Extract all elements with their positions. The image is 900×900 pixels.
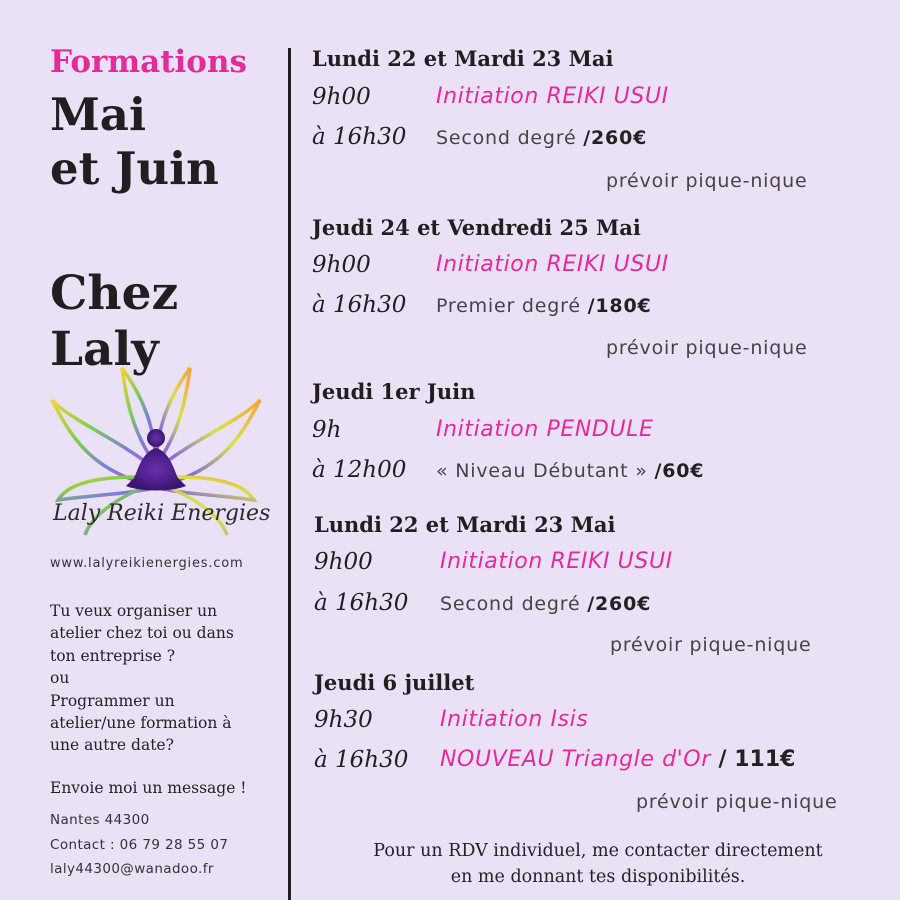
event-name-new: NOUVEAU Triangle d'Or bbox=[440, 747, 711, 772]
footer-line-1: Pour un RDV individuel, me contacter directement bbox=[373, 841, 823, 861]
event-price: /260€ bbox=[583, 127, 648, 149]
event-note: prévoir pique-nique bbox=[606, 170, 808, 192]
invitation-message bbox=[50, 600, 280, 757]
event-name: Initiation REIKI USUI bbox=[436, 84, 669, 109]
event-name: Initiation PENDULE bbox=[436, 417, 654, 442]
event-title: Jeudi 6 juillet bbox=[314, 670, 475, 695]
formations-label: Formations bbox=[50, 44, 247, 80]
message-line: ou bbox=[50, 669, 70, 688]
title-line-2: et Juin bbox=[50, 142, 219, 195]
event-title: Lundi 22 et Mardi 23 Mai bbox=[312, 46, 614, 71]
brand-name: Laly Reiki Energies bbox=[53, 501, 271, 526]
chez-line-2: Laly bbox=[50, 322, 159, 377]
chez-line-1: Chez bbox=[50, 266, 179, 321]
event-price: /60€ bbox=[654, 460, 705, 482]
title-line-1: Mai bbox=[50, 88, 147, 141]
event-level: Premier degré bbox=[436, 295, 588, 317]
event-note: prévoir pique-nique bbox=[606, 337, 808, 359]
event-price: / 111€ bbox=[710, 747, 796, 772]
message-line: atelier/une formation à bbox=[50, 714, 232, 733]
event-subtitle bbox=[436, 127, 647, 149]
event-level: « Niveau Débutant » bbox=[436, 460, 655, 482]
event-price: /260€ bbox=[587, 593, 652, 615]
event-name: Initiation Isis bbox=[440, 707, 589, 732]
message-line: Programmer un bbox=[50, 691, 175, 710]
send-message-prompt: Envoie moi un message ! bbox=[50, 779, 247, 797]
event-title: Jeudi 1er Juin bbox=[312, 379, 476, 404]
event-note: prévoir pique-nique bbox=[610, 634, 812, 656]
phone-contact[interactable]: Contact : 06 79 28 55 07 bbox=[50, 837, 229, 853]
email-contact[interactable]: laly44300@wanadoo.fr bbox=[50, 861, 214, 877]
event-time-start: 9h bbox=[312, 417, 342, 443]
message-line: ton entreprise ? bbox=[50, 646, 176, 665]
event-name: Initiation REIKI USUI bbox=[440, 549, 673, 574]
event-time-start: 9h00 bbox=[312, 84, 371, 110]
event-time-start: 9h00 bbox=[314, 549, 373, 575]
message-line: Tu veux organiser un bbox=[50, 602, 218, 620]
event-level: Second degré bbox=[440, 593, 588, 615]
event-subtitle bbox=[436, 460, 704, 482]
event-time-end: à 12h00 bbox=[312, 457, 407, 483]
city: Nantes 44300 bbox=[50, 812, 150, 828]
event-time-start: 9h30 bbox=[314, 707, 373, 733]
event-title: Jeudi 24 et Vendredi 25 Mai bbox=[312, 215, 641, 240]
event-time-end: à 16h30 bbox=[312, 292, 407, 318]
event-name: Initiation REIKI USUI bbox=[436, 252, 669, 277]
event-time-end: à 16h30 bbox=[312, 124, 407, 150]
event-time-end: à 16h30 bbox=[314, 747, 409, 773]
page-title bbox=[50, 88, 219, 196]
event-time-end: à 16h30 bbox=[314, 590, 409, 616]
event-level: Second degré bbox=[436, 127, 584, 149]
event-note: prévoir pique-nique bbox=[636, 791, 838, 813]
event-time-start: 9h00 bbox=[312, 252, 371, 278]
message-line: une autre date? bbox=[50, 736, 174, 755]
event-subtitle bbox=[436, 295, 652, 317]
footer-line-2: en me donnant tes disponibilités. bbox=[450, 867, 746, 887]
event-price: /180€ bbox=[587, 295, 652, 317]
event-subtitle bbox=[440, 747, 795, 772]
vertical-divider bbox=[288, 48, 291, 900]
message-line: atelier chez toi ou dans bbox=[50, 624, 234, 643]
event-title: Lundi 22 et Mardi 23 Mai bbox=[314, 512, 616, 537]
event-subtitle bbox=[440, 593, 651, 615]
website-link[interactable]: www.lalyreikienergies.com bbox=[50, 556, 244, 571]
footer-note bbox=[358, 838, 838, 890]
